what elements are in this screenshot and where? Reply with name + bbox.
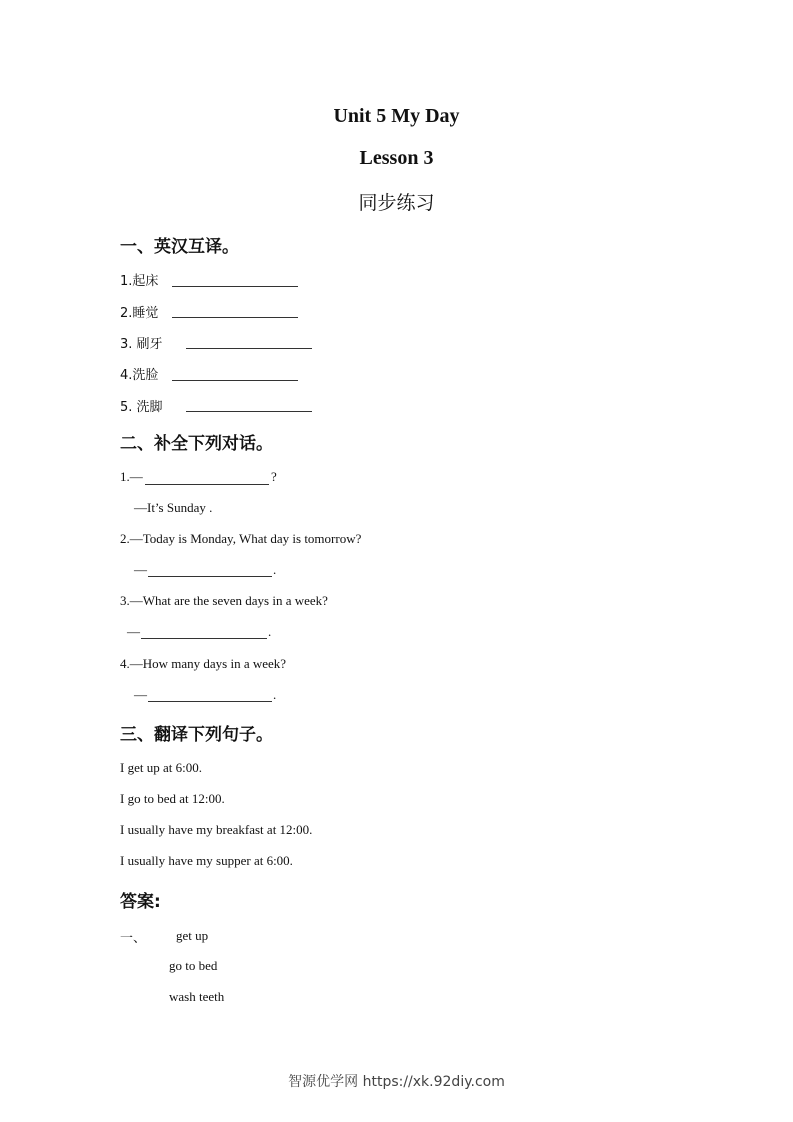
sentence-1: I get up at 6:00. <box>120 760 202 775</box>
vocab-item-1: 1.起床 <box>120 274 159 289</box>
answer-blank <box>148 576 272 577</box>
answers-label: 一、 <box>120 931 147 946</box>
answer-blank <box>148 701 272 702</box>
answer-blank <box>186 348 312 349</box>
answers-heading: 答案: <box>120 892 161 912</box>
answer-item-1: get up <box>176 928 209 943</box>
lesson-title: Lesson 3 <box>359 147 434 169</box>
dialog-3-question: 3.—What are the seven days in a week? <box>120 593 328 608</box>
dialog-2-answer-prefix: — <box>134 562 147 577</box>
answer-blank <box>141 638 267 639</box>
dialog-1-question-suffix: ? <box>271 469 277 484</box>
unit-title: Unit 5 My Day <box>333 105 460 127</box>
vocab-item-5: 5. 洗脚 <box>120 400 163 415</box>
vocab-item-2: 2.睡觉 <box>120 306 159 321</box>
dialog-1-question-prefix: 1.— <box>120 469 143 484</box>
section-2-heading: 二、补全下列对话。 <box>120 434 273 454</box>
sentence-4: I usually have my supper at 6:00. <box>120 853 293 868</box>
answer-blank <box>172 380 298 381</box>
dialog-4-answer-prefix: — <box>134 687 147 702</box>
dialog-1-answer: —It’s Sunday . <box>134 500 213 515</box>
section-1-heading: 一、英汉互译。 <box>120 237 239 257</box>
footer-watermark: 智源优学网 https://xk.92diy.com <box>288 1074 505 1090</box>
sentence-2: I go to bed at 12:00. <box>120 791 225 806</box>
answer-blank <box>145 484 269 485</box>
dialog-3-answer-suffix: . <box>268 624 272 639</box>
dialog-4-question: 4.—How many days in a week? <box>120 656 287 671</box>
section-3-heading: 三、翻译下列句子。 <box>120 725 273 745</box>
answer-item-3: wash teeth <box>169 989 225 1004</box>
sentence-3: I usually have my breakfast at 12:00. <box>120 822 313 837</box>
page-subtitle: 同步练习 <box>358 192 435 214</box>
answer-item-2: go to bed <box>169 958 218 973</box>
vocab-item-3: 3. 刷牙 <box>120 337 163 352</box>
answer-blank <box>186 411 312 412</box>
vocab-item-4: 4.洗脸 <box>120 368 159 383</box>
answer-blank <box>172 286 298 287</box>
dialog-2-answer-suffix: . <box>273 562 277 577</box>
dialog-3-answer-prefix: — <box>127 624 140 639</box>
dialog-2-question: 2.—Today is Monday, What day is tomorrow? <box>120 531 362 546</box>
answer-blank <box>172 317 298 318</box>
dialog-4-answer-suffix: . <box>273 687 277 702</box>
